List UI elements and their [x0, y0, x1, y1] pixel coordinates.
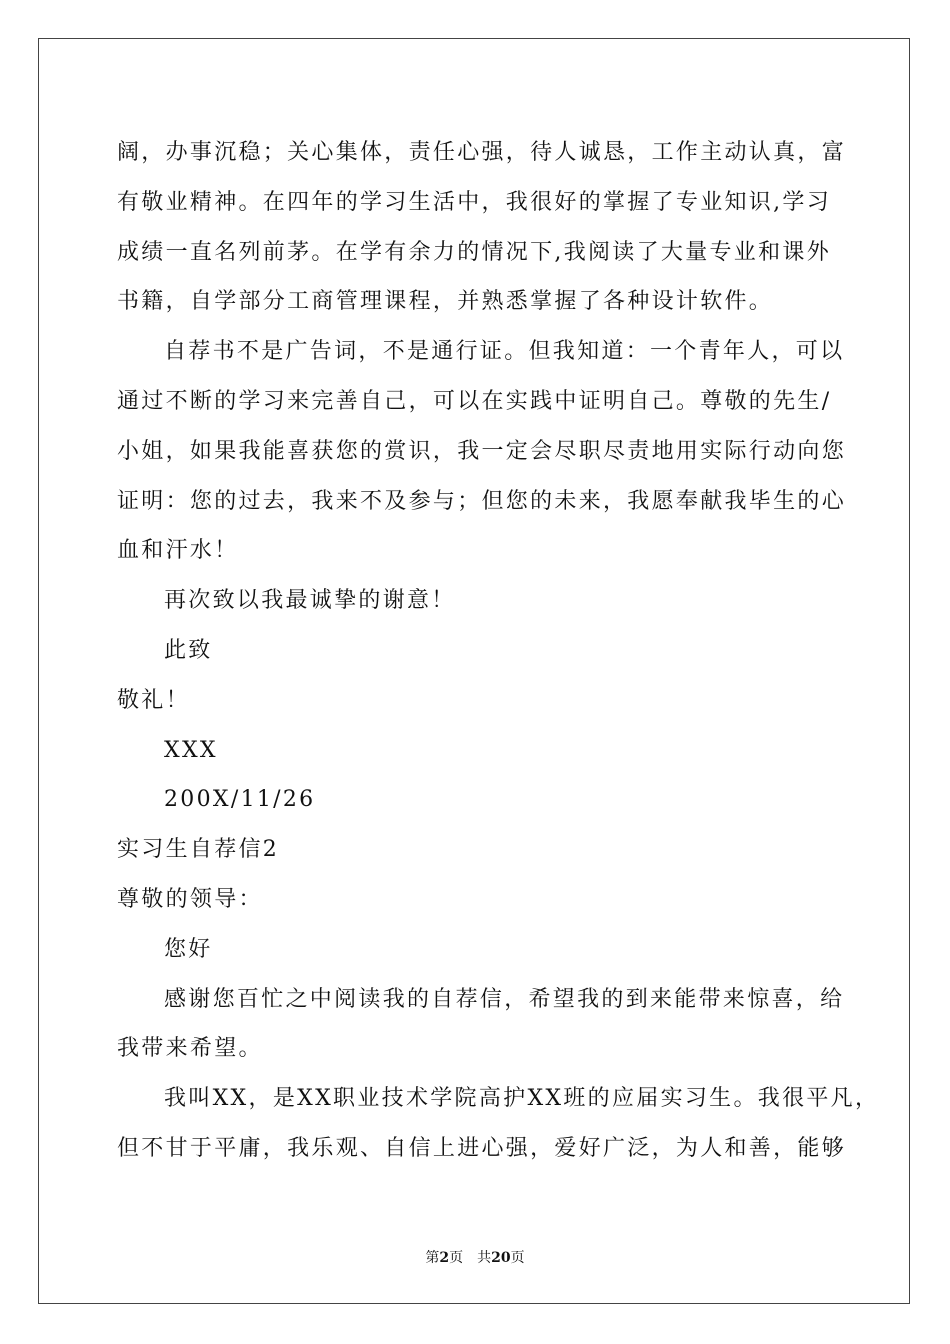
text-line: 我叫XX，是XX职业技术学院高护XX班的应届实习生。我很平凡， — [164, 1086, 880, 1112]
text-line: 有敬业精神。在四年的学习生活中，我很好的掌握了专业知识,学习 — [117, 189, 831, 215]
page-prefix: 第 — [425, 1250, 440, 1266]
text-line: 小姐，如果我能喜获您的赏识，我一定会尽职尽责地用实际行动向您 — [117, 438, 847, 464]
text-line: 通过不断的学习来完善自己，可以在实践中证明自己。尊敬的先生/ — [117, 388, 832, 414]
text-line: 感谢您百忙之中阅读我的自荐信，希望我的到来能带来惊喜，给 — [164, 986, 845, 1012]
page-footer — [0, 1247, 950, 1267]
page-number: 2 — [439, 1250, 450, 1266]
total-prefix: 共 — [477, 1250, 492, 1266]
section-title: 实习生自荐信2 — [117, 837, 280, 863]
total-suffix: 页 — [510, 1250, 525, 1266]
text-line: 自荐书不是广告词，不是通行证。但我知道：一个青年人，可以 — [164, 339, 845, 365]
signature-date: 200X/11/26 — [164, 787, 316, 813]
text-line: 再次致以我最诚挚的谢意！ — [164, 588, 456, 614]
total-pages: 20 — [491, 1250, 511, 1266]
text-line: 阔，办事沉稳；关心集体，责任心强，待人诚恳，工作主动认真，富 — [117, 140, 847, 165]
text-line: 但不甘于平庸，我乐观、自信上进心强，爱好广泛，为人和善，能够 — [117, 1135, 847, 1161]
closing-regards: 敬礼！ — [117, 687, 190, 713]
text-line: 我带来希望。 — [117, 1036, 263, 1062]
signature-name: XXX — [164, 737, 218, 763]
text-line: 成绩一直名列前茅。在学有余力的情况下,我阅读了大量专业和课外 — [117, 239, 831, 265]
page-suffix: 页 — [449, 1250, 464, 1266]
text-line: 证明：您的过去，我来不及参与；但您的未来，我愿奉献我毕生的心 — [117, 488, 847, 514]
greeting-hello: 您好 — [164, 936, 213, 962]
text-line: 书籍，自学部分工商管理课程，并熟悉掌握了各种设计软件。 — [117, 289, 774, 315]
greeting: 尊敬的领导： — [117, 886, 263, 912]
closing-salutation: 此致 — [164, 637, 213, 663]
document-body — [117, 128, 880, 1174]
text-line: 血和汗水！ — [117, 538, 239, 564]
